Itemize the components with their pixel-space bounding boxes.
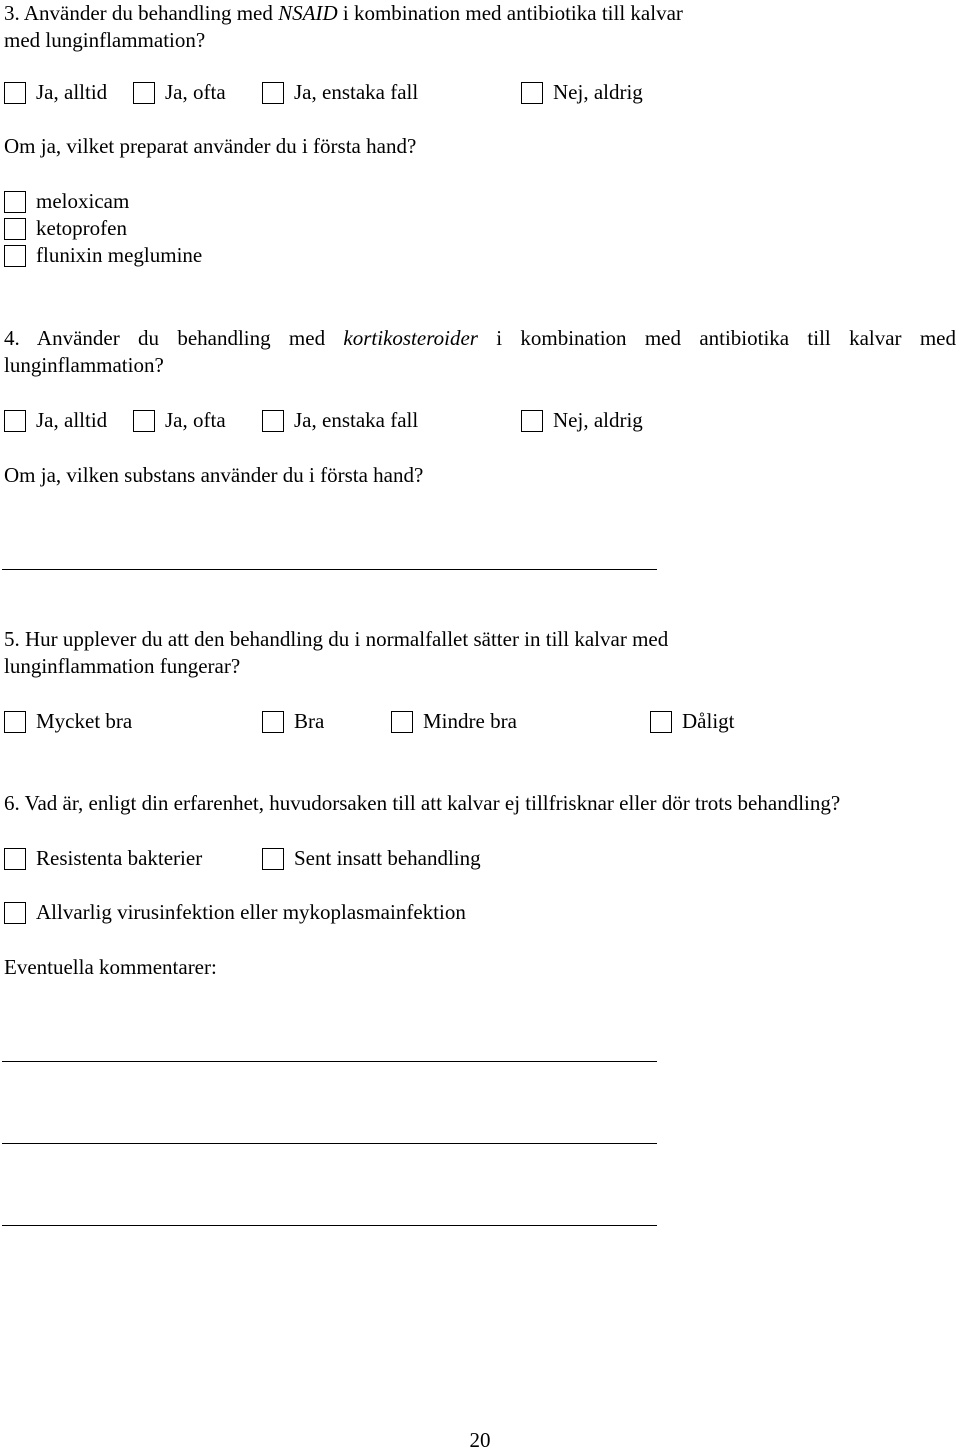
question-6-number: 6. bbox=[4, 791, 20, 815]
checkbox[interactable] bbox=[4, 218, 26, 240]
checkbox[interactable] bbox=[133, 82, 155, 104]
checkbox[interactable] bbox=[133, 410, 155, 432]
page-number: 20 bbox=[469, 1428, 491, 1452]
checkbox[interactable] bbox=[4, 82, 26, 104]
option-label: Ja, enstaka fall bbox=[294, 80, 419, 104]
question-3 bbox=[4, 0, 724, 54]
q4-answer-line[interactable] bbox=[2, 569, 657, 570]
question-6-text: Vad är, enligt din erfarenhet, huvudorsaken till att kalvar ej tillfrisknar eller dör trots behandling? bbox=[24, 791, 841, 815]
q5-option-mycket-bra[interactable] bbox=[4, 708, 132, 735]
question-4-text-before: Använder du behandling med bbox=[36, 326, 326, 350]
question-3-text-before: Använder du behandling med bbox=[23, 1, 273, 25]
question-3-emphasis: NSAID bbox=[278, 1, 338, 25]
comment-line-3[interactable] bbox=[2, 1225, 657, 1226]
q3-prep-ketoprofen[interactable] bbox=[4, 215, 127, 242]
option-label: Allvarlig virusinfektion eller mykoplasmainfektion bbox=[36, 900, 466, 924]
question-4-text-after: i kombination med antibiotika till kalvar med lunginflammation? bbox=[4, 326, 957, 377]
q3-prep-meloxicam[interactable] bbox=[4, 188, 129, 215]
checkbox[interactable] bbox=[4, 410, 26, 432]
option-label: Mycket bra bbox=[36, 709, 133, 733]
checkbox[interactable] bbox=[4, 902, 26, 924]
comment-line-2[interactable] bbox=[2, 1143, 657, 1144]
option-label: Ja, ofta bbox=[165, 408, 226, 432]
q6-option-sent-insatt-behandling[interactable] bbox=[262, 845, 481, 872]
q5-option-bra[interactable] bbox=[262, 708, 324, 735]
option-label: Nej, aldrig bbox=[553, 80, 643, 104]
q4-option-ja-ofta[interactable] bbox=[133, 407, 226, 434]
checkbox[interactable] bbox=[262, 410, 284, 432]
checkbox[interactable] bbox=[4, 848, 26, 870]
option-label: ketoprofen bbox=[36, 216, 127, 240]
question-3-number: 3. bbox=[4, 1, 20, 25]
option-label: Resistenta bakterier bbox=[36, 846, 203, 870]
q3-option-ja-ofta[interactable] bbox=[133, 79, 226, 106]
option-label: Bra bbox=[294, 709, 325, 733]
q4-option-ja-alltid[interactable] bbox=[4, 407, 107, 434]
option-label: Ja, enstaka fall bbox=[294, 408, 419, 432]
checkbox[interactable] bbox=[650, 711, 672, 733]
q6-option-allvarlig-virusinfektion[interactable] bbox=[4, 899, 466, 926]
q4-followup: Om ja, vilken substans använder du i första hand? bbox=[4, 463, 424, 487]
q5-option-daligt[interactable] bbox=[650, 708, 735, 735]
question-4-number: 4. bbox=[4, 326, 20, 350]
q6-comments-label: Eventuella kommentarer: bbox=[4, 955, 217, 979]
option-label: Sent insatt behandling bbox=[294, 846, 481, 870]
question-3-text-after: i kombination med antibiotika till kalvar med lunginflammation? bbox=[4, 1, 683, 52]
checkbox[interactable] bbox=[4, 711, 26, 733]
q6-option-resistenta-bakterier[interactable] bbox=[4, 845, 202, 872]
question-5 bbox=[4, 626, 724, 680]
q5-option-mindre-bra[interactable] bbox=[391, 708, 517, 735]
question-5-text: Hur upplever du att den behandling du i normalfallet sätter in till kalvar med lunginflammation fungerar? bbox=[4, 627, 669, 678]
checkbox[interactable] bbox=[262, 848, 284, 870]
option-label: Ja, ofta bbox=[165, 80, 226, 104]
q3-option-ja-alltid[interactable] bbox=[4, 79, 107, 106]
q3-prep-flunixin-meglumine[interactable] bbox=[4, 242, 202, 269]
option-label: Nej, aldrig bbox=[553, 408, 643, 432]
option-label: Ja, alltid bbox=[36, 408, 108, 432]
checkbox[interactable] bbox=[4, 245, 26, 267]
checkbox[interactable] bbox=[521, 410, 543, 432]
comment-line-1[interactable] bbox=[2, 1061, 657, 1062]
checkbox[interactable] bbox=[262, 82, 284, 104]
option-label: flunixin meglumine bbox=[36, 243, 203, 267]
option-label: Ja, alltid bbox=[36, 80, 108, 104]
option-label: meloxicam bbox=[36, 189, 130, 213]
q4-option-ja-enstaka-fall[interactable] bbox=[262, 407, 418, 434]
q3-option-ja-enstaka-fall[interactable] bbox=[262, 79, 418, 106]
q4-option-nej-aldrig[interactable] bbox=[521, 407, 643, 434]
option-label: Mindre bra bbox=[423, 709, 517, 733]
question-4-emphasis: kortikosteroider bbox=[343, 326, 478, 350]
q3-followup: Om ja, vilket preparat använder du i första hand? bbox=[4, 134, 417, 158]
checkbox[interactable] bbox=[262, 711, 284, 733]
question-5-number: 5. bbox=[4, 627, 20, 651]
checkbox[interactable] bbox=[4, 191, 26, 213]
question-4 bbox=[4, 325, 956, 379]
q3-option-nej-aldrig[interactable] bbox=[521, 79, 643, 106]
question-6 bbox=[4, 790, 840, 817]
checkbox[interactable] bbox=[391, 711, 413, 733]
checkbox[interactable] bbox=[521, 82, 543, 104]
option-label: Dåligt bbox=[682, 709, 735, 733]
